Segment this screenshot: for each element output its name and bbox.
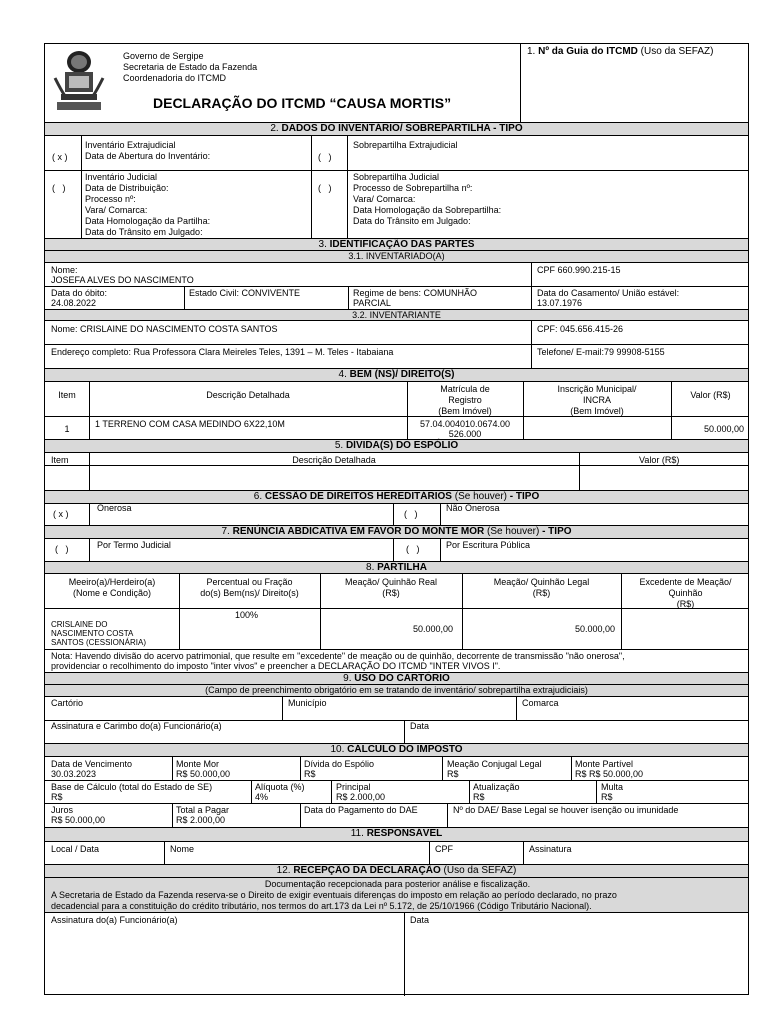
section-12-header: 12. RECEPÇÃO DA DECLARAÇÃO (Uso da SEFAZ): [45, 864, 748, 878]
checkbox-onerosa[interactable]: ( x ): [53, 509, 69, 519]
herdeiro-nome[interactable]: CRISLAINE DO: [51, 620, 108, 629]
section-8-header: 8. PARTILHA: [45, 561, 748, 574]
checkbox-inventario-extrajudicial[interactable]: ( x ): [52, 152, 68, 162]
bem-valor[interactable]: 50.000,00: [703, 424, 744, 434]
divida-espolio[interactable]: R$: [304, 769, 316, 779]
section-7-header: 7. RENÚNCIA ABDICATIVA EM FAVOR DO MONTE MOR (Se houver) - TIPO: [45, 525, 748, 539]
data-casamento[interactable]: 13.07.1976: [537, 298, 583, 308]
principal[interactable]: R$ 2.000,00: [336, 792, 386, 802]
monte-mor[interactable]: R$ 50.000,00: [176, 769, 231, 779]
responsavel-assinatura[interactable]: Assinatura: [529, 844, 572, 854]
section-3-header: 3. IDENTIFICAÇÃO DAS PARTES: [45, 238, 748, 251]
total-a-pagar[interactable]: R$ 2.000,00: [176, 815, 226, 825]
herdeiro-quinhao-legal[interactable]: 50.000,00: [574, 624, 615, 634]
inventariante-cpf[interactable]: CPF: 045.656.415-26: [537, 324, 624, 334]
comarca-field[interactable]: Comarca: [522, 698, 559, 708]
base-calculo[interactable]: R$: [51, 792, 63, 802]
cartorio-data-field[interactable]: Data: [410, 721, 430, 731]
section-2-header: 2. DADOS DO INVENTÁRIO/ SOBREPARTILHA - TIPO: [45, 122, 748, 136]
sefaz-data-field[interactable]: Data: [410, 915, 430, 925]
multa[interactable]: R$: [601, 792, 613, 802]
meacao-conjugal[interactable]: R$: [447, 769, 459, 779]
bem-descricao[interactable]: 1 TERRENO COM CASA MEDINDO 6X22,10M: [95, 419, 285, 429]
section-5-header: 5. DÍVIDA(S) DO ESPÓLIO: [45, 439, 748, 453]
checkbox-inventario-judicial[interactable]: ( ): [52, 183, 66, 193]
regime-bens[interactable]: Regime de bens: COMUNHÃO: [353, 288, 478, 298]
section-4-header: 4. BEM (NS)/ DIREITO(S): [45, 368, 748, 382]
coat-of-arms-logo: [51, 48, 107, 114]
inventariado-nome[interactable]: JOSEFA ALVES DO NASCIMENTO: [51, 275, 194, 285]
gov-line-3: Coordenadoria do ITCMD: [123, 73, 227, 83]
partilha-nota: Nota: Havendo divisão do acervo patrimonial, que resulte em "excedente" de meação ou de quinhão, decorrente de transmissão "não onerosa",: [51, 651, 625, 661]
sefaz-assinatura-field[interactable]: Assinatura do(a) Funcionário(a): [51, 915, 178, 925]
section-9-header: 9. USO DO CARTÓRIO: [45, 672, 748, 685]
data-pagamento-dae[interactable]: Data do Pagamento do DAE: [304, 805, 418, 815]
form-title: DECLARAÇÃO DO ITCMD “CAUSA MORTIS”: [153, 95, 452, 111]
assinatura-carimbo-field[interactable]: Assinatura e Carimbo do(a) Funcionário(a): [51, 721, 222, 731]
gov-line-1: Governo de Sergipe: [123, 51, 204, 61]
guia-field[interactable]: 1. Nº da Guia do ITCMD (Uso da SEFAZ): [527, 46, 714, 57]
bem-item[interactable]: 1: [64, 424, 70, 434]
subsection-3-1: 3.1. INVENTARIADO(A): [45, 251, 748, 263]
checkbox-escritura-publica[interactable]: ( ): [406, 544, 420, 554]
aliquota[interactable]: 4%: [255, 792, 269, 802]
numero-dae[interactable]: Nº do DAE/ Base Legal se houver isenção ou imunidade: [453, 805, 679, 815]
juros[interactable]: R$ 50.000,00: [51, 815, 106, 825]
cartorio-field[interactable]: Cartório: [51, 698, 84, 708]
checkbox-nao-onerosa[interactable]: ( ): [404, 509, 418, 519]
herdeiro-percentual[interactable]: 100%: [235, 610, 259, 620]
checkbox-sobrepartilha-extrajudicial[interactable]: ( ): [318, 152, 332, 162]
checkbox-sobrepartilha-judicial[interactable]: ( ): [318, 183, 332, 193]
subsection-3-2: 3.2. INVENTARIANTE: [45, 309, 748, 321]
responsavel-nome[interactable]: Nome: [170, 844, 195, 854]
section-11-header: 11. RESPONSÁVEL: [45, 827, 748, 842]
herdeiro-quinhao-real[interactable]: 50.000,00: [412, 624, 453, 634]
municipio-field[interactable]: Município: [288, 698, 327, 708]
bem-matricula[interactable]: 57.04.004010.0674.00: [419, 419, 511, 429]
atualizacao[interactable]: R$: [473, 792, 485, 802]
monte-partivel[interactable]: R$ R$ 50.000,00: [575, 769, 644, 779]
telefone-email[interactable]: Telefone/ E-mail:79 99908-5155: [537, 347, 665, 357]
inventariado-cpf[interactable]: CPF 660.990.215-15: [537, 265, 621, 275]
section-10-header: 10. CÁLCULO DO IMPOSTO: [45, 743, 748, 757]
responsavel-cpf[interactable]: CPF: [435, 844, 453, 854]
endereco[interactable]: Endereço completo: Rua Professora Clara Meireles Teles, 1391 – M. Teles - Itabaiana: [51, 347, 394, 357]
gov-line-2: Secretaria de Estado da Fazenda: [123, 62, 258, 72]
responsavel-local-data[interactable]: Local / Data: [51, 844, 100, 854]
data-vencimento[interactable]: 30.03.2023: [51, 769, 97, 779]
itcmd-form: Governo de Sergipe Secretaria de Estado da Fazenda Coordenadoria do ITCMD DECLARAÇÃO DO ITCMD “CAUSA MORTIS” 1. Nº da Guia do ITCMD (Uso da SEFAZ) 2. DADOS DO INVENTÁRIO/ SOBREPARTILHA - TIPO ( x ) Inventário Extrajudicial Data de Abertura do Inventário: ( ) Sobrepartilha Extrajudicial ( ) Inventário Judicial Data de Distribuição: Processo nº: Vara/ Comarca: Data Homologação da Partilha: Data do Trânsito em Julgado: ( ) Sobrepartilha Judicial Processo de Sobrepartilha nº: Vara/ Comarca: Data Homologação da Sobrepartilha: Data do Trânsito em Julgado: 3. IDENTIFICAÇÃO DAS PARTES 3.1. INVENTARIADO(A) Nome: JOSEFA ALVES DO NASCIMENTO CPF 660.990.215-15 Data do óbito: 24.08.2022 Estado Civil: CONVIVENTE Regime de bens: COMUNHÃO PARCIAL Data do Casamento/ União estável: 13.07.1976 3.2. INVENTARIANTE Nome: CRISLAINE DO NASCIMENTO COSTA SANTOS CPF: 045.656.415-26 Endereço completo: Rua Professora Clara Meireles Teles, 1391 – M. Teles - Itabaiana Telefone/ E-mail:79 99908-5155 4. BEM (NS)/ DIREITO(S) Item Descrição Detalhada Matrícula de Registro (Bem Imóvel) Inscrição Municipal/ INCRA (Bem Imóvel) Valor (R$) 1 1 TERRENO COM CASA MEDINDO 6X22,10M 57.04.004010.0674.00 526.000 50.000,00 5. DÍVIDA(S) DO ESPÓLIO Item Descrição Detalhada Valor (R$) 6. CESSÃO DE DIREITOS HEREDITÁRIOS (Se houver) - TIPO ( x ) Onerosa ( ) Não Onerosa 7. RENÚNCIA ABDICATIVA EM FAVOR DO MONTE MOR (Se houver) - TIPO ( ) Por Termo Judicial ( ) Por Escritura Pública 8. PARTILHA Meeiro(a)/Herdeiro(a) (Nome e Condição) Percentual ou Fração do(s) Bem(ns)/ Direito(s) Meação/ Quinhão Real (R$) Meação/ Quinhão Legal (R$) Excedente de Meação/ Quinhão (R$) CRISLAINE DO NASCIMENTO COSTA SANTOS (CESSIONÁRIA) 100% 50.000,00 50.000,00 Nota: Havendo divisão do acervo patrimonial, que resulte em "excedente" de meação ou de quinhão, decorrente de transmissão "não onerosa", providenciar o recolhimento do imposto "inter vivos" e preencher a DECLARAÇÃO DO ITCMD "INTER VIVOS I". 9. USO DO CARTÓRIO (Campo de preenchimento obrigatório em se tratando de inventário/ sobrepartilha extrajudiciais) Cartório Município Comarca Assinatura e Carimbo do(a) Funcionário(a) Data 10. CÁLCULO DO IMPOSTO Data de Vencimento 30.03.2023 Monte Mor R$ 50.000,00 Dívida do Espólio R$ Meação Conjugal Legal R$ Monte Partível R$ R$ 50.000,00 Base de Cálculo (total do Estado de SE) R$ Alíquota (%) 4% Principal R$ 2.000,00 Atualização R$ Multa R$ Juros R$ 50.000,00 Total a Pagar R$ 2.000,00 Data do Pagamento do DAE Nº do DAE/ Base Legal se houver isenção ou imunidade 11. RESPONSÁVEL Local / Data Nome CPF Assinatura 12. RECEPÇÃO DA DECLARAÇÃO (Uso da SEFAZ) Documentação recepcionada para posterior análise e fiscalização. A Secretaria de Estado da Fazenda reserva-se o Direito de exigir eventuais diferenças do imposto em relação ao período declarado, no prazo decadencial para a constituição do crédito tributário, nos termos do art.173 da Lei nº 5.172, de 25/10/1966 (Código Tributário Nacional). Assinatura do(a) Funcionário(a) Data: [44, 43, 749, 995]
checkbox-termo-judicial[interactable]: ( ): [55, 544, 69, 554]
estado-civil[interactable]: Estado Civil: CONVIVENTE: [189, 288, 301, 298]
inventariante-nome[interactable]: Nome: CRISLAINE DO NASCIMENTO COSTA SANTOS: [51, 324, 278, 334]
data-obito[interactable]: 24.08.2022: [51, 298, 97, 308]
section-6-header: 6. CESSÃO DE DIREITOS HEREDITÁRIOS (Se houver) - TIPO: [45, 490, 748, 504]
